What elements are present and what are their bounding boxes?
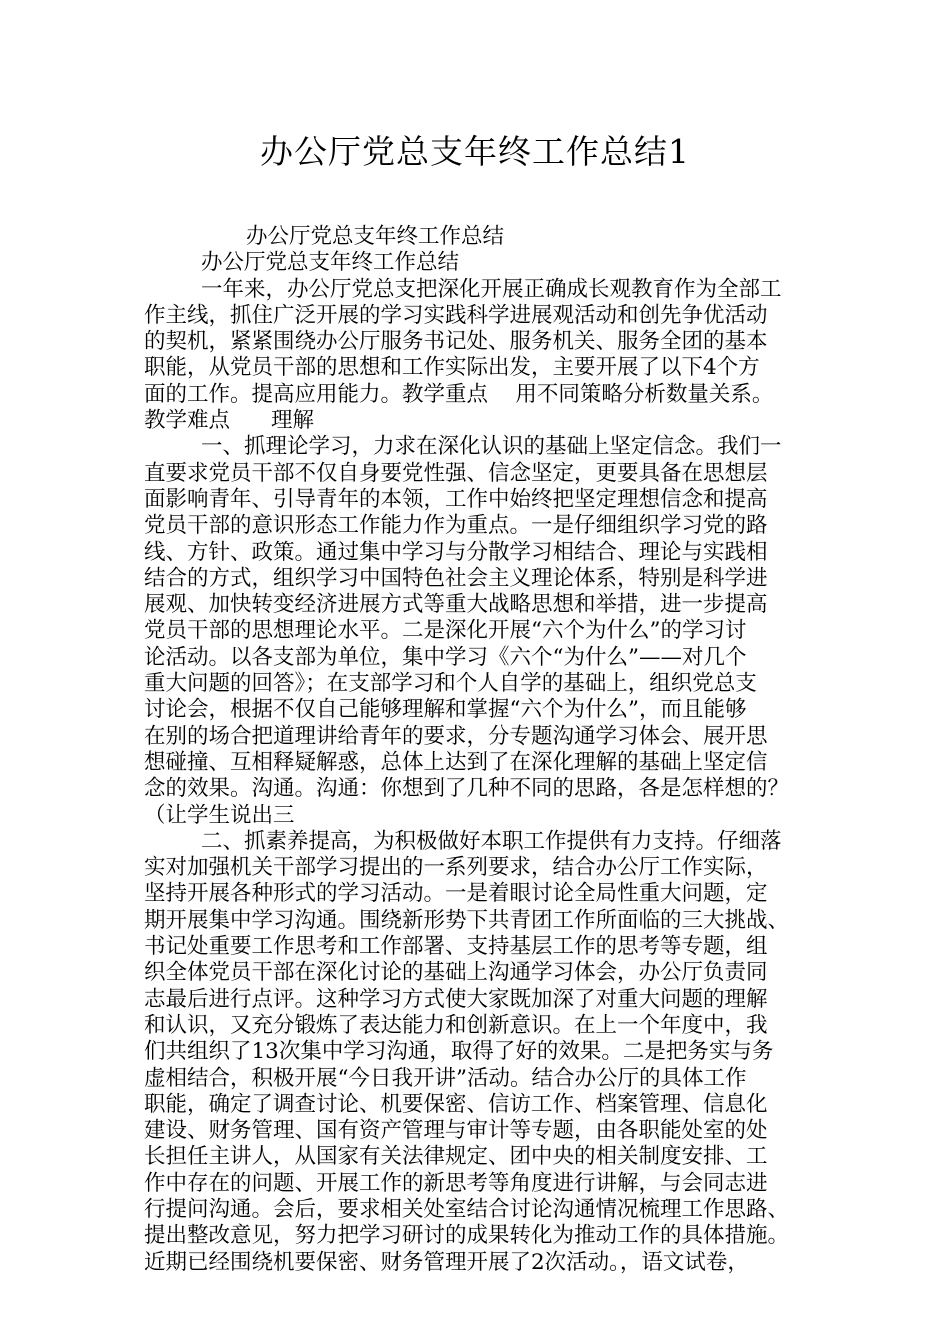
paragraph-line: 织全体党员干部在深化讨论的基础上沟通学习体会，办公厅负责同 (144, 960, 768, 986)
paragraph-line: 们共组织了13次集中学习沟通，取得了好的效果。二是把务实与务 (144, 1039, 774, 1065)
paragraph-line: 虚相结合，积极开展“今日我开讲”活动。结合办公厅的具体工作 (144, 1065, 747, 1091)
paragraph-line: 教学难点 理解 (144, 408, 315, 434)
paragraph-line: 志最后进行点评。这种学习方式使大家既加深了对重大问题的理解 (144, 986, 768, 1012)
paragraph-line: 一、抓理论学习，力求在深化认识的基础上坚定信念。我们一 (201, 434, 782, 460)
paragraph-line: 和认识，又充分锻炼了表达能力和创新意识。在上一个年度中，我 (144, 1012, 768, 1038)
paragraph-line: 面的工作。提高应用能力。教学重点 用不同策略分析数量关系。 (144, 381, 774, 407)
paragraph-line: 长担任主讲人，从国家有关法律规定、团中央的相关制度安排、工 (144, 1144, 768, 1170)
paragraph-line: 一年来，办公厅党总支把深化开展正确成长观教育作为全部工 (201, 276, 782, 302)
document-title: 办公厅党总支年终工作总结1 (260, 132, 690, 171)
paragraph-line: 书记处重要工作思考和工作部署、支持基层工作的思考等专题，组 (144, 934, 768, 960)
paragraph-line: 结合的方式，组织学习中国特色社会主义理论体系，特别是科学进 (144, 565, 768, 591)
paragraph-line: 重大问题的回答》；在支部学习和个人自学的基础上，组织党总支 (144, 671, 757, 697)
paragraph-line: 党员干部的思想理论水平。二是深化开展“六个为什么”的学习讨 (144, 618, 747, 644)
paragraph-line: 职能，确定了调查讨论、机要保密、信访工作、档案管理、信息化 (144, 1091, 768, 1117)
subtitle-line: 办公厅党总支年终工作总结 (246, 224, 505, 249)
paragraph-line: 实对加强机关干部学习提出的一系列要求，结合办公厅工作实际， (144, 855, 768, 881)
paragraph-line: 在别的场合把道理讲给青年的要求，分专题沟通学习体会、展开思 (144, 723, 768, 749)
paragraph-line: 近期已经围绕机要保密、财务管理开展了2次活动。，语文试卷， (144, 1249, 749, 1275)
document-body (144, 224, 828, 1276)
paragraph-line: 二、抓素养提高，为积极做好本职工作提供有力支持。仔细落 (201, 828, 782, 854)
paragraph-line: 党员干部的意识形态工作能力作为重点。一是仔细组织学习党的路 (144, 513, 768, 539)
paragraph-line: 作中存在的问题、开展工作的新思考等角度进行讲解，与会同志进 (144, 1170, 768, 1196)
paragraph-line: 论活动。以各支部为单位，集中学习《六个“为什么”——对几个 (144, 644, 747, 670)
paragraph-line: （让学生说出三 (144, 802, 295, 828)
paragraph-line: 坚持开展各种形式的学习活动。一是着眼讨论全局性重大问题，定 (144, 881, 768, 907)
paragraph-line: 提出整改意见，努力把学习研讨的成果转化为推动工作的具体措施。 (144, 1223, 790, 1249)
paragraph-line: 想碰撞、互相释疑解惑，总体上达到了在深化理解的基础上坚定信 (144, 749, 768, 775)
paragraph-line: 讨论会，根据不仅自己能够理解和掌握“六个为什么”，而且能够 (144, 697, 747, 723)
paragraph-line: 线、方针、政策。通过集中学习与分散学习相结合、理论与实践相 (144, 539, 768, 565)
paragraph-line: 作主线，抓住广泛开展的学习实践科学进展观活动和创先争优活动 (144, 302, 768, 328)
paragraph-line: 展观、加快转变经济进展方式等重大战略思想和举措，进一步提高 (144, 592, 768, 618)
paragraph-line: 期开展集中学习沟通。围绕新形势下共青团工作所面临的三大挑战、 (144, 907, 790, 933)
paragraph-line: 直要求党员干部不仅自身要党性强、信念坚定，更要具备在思想层 (144, 460, 768, 486)
paragraph-line: 念的效果。沟通。沟通：你想到了几种不同的思路，各是怎样想的？ (144, 776, 790, 802)
paragraph-line: 建设、财务管理、国有资产管理与审计等专题，由各职能处室的处 (144, 1118, 768, 1144)
subtitle-line: 办公厅党总支年终工作总结 (201, 250, 460, 276)
paragraph-line: 面影响青年、引导青年的本领，工作中始终把坚定理想信念和提高 (144, 486, 768, 512)
paragraph-line: 行提问沟通。会后，要求相关处室结合讨论沟通情况梳理工作思路、 (144, 1196, 790, 1222)
paragraph-line: 职能，从党员干部的思想和工作实际出发，主要开展了以下4个方 (144, 355, 760, 381)
paragraph-line: 的契机，紧紧围绕办公厅服务书记处、服务机关、服务全团的基本 (144, 329, 768, 355)
